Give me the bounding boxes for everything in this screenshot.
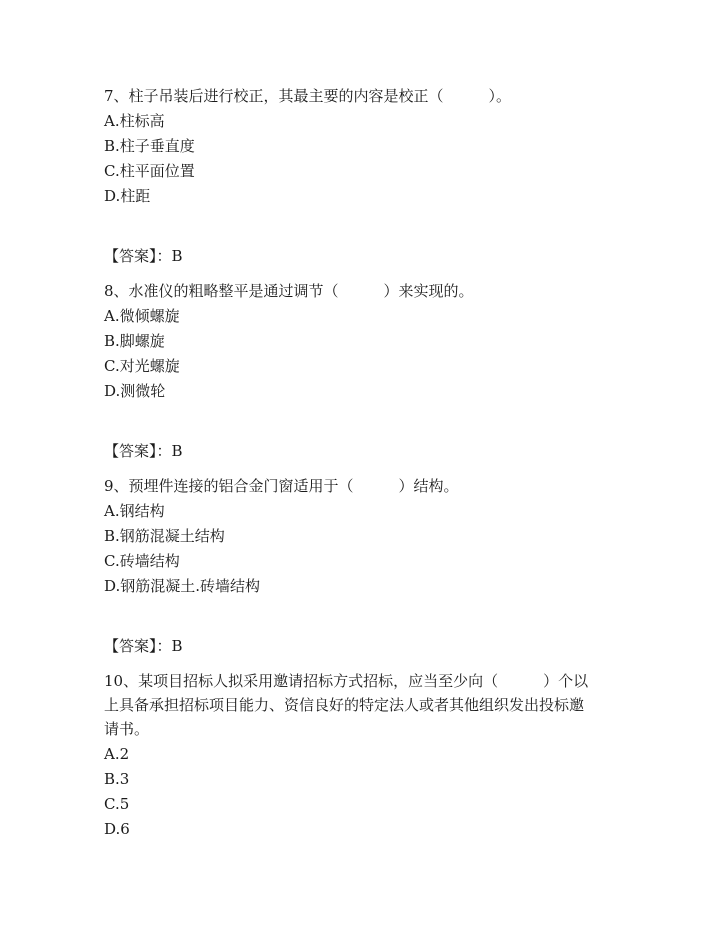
question-stem: 7、柱子吊装后进行校正，其最主要的内容是校正（ ）。 [104, 87, 512, 105]
option-c: C.对光螺旋 [104, 357, 180, 375]
option-b: B.3 [104, 770, 130, 788]
option-c: C.砖墙结构 [104, 552, 180, 570]
option-a: A.柱标高 [104, 112, 165, 130]
option-a: A.钢结构 [104, 502, 165, 520]
question-7 [104, 84, 624, 279]
question-stem: 10、某项目招标人拟采用邀请招标方式招标，应当至少向（ ）个以上具备承担招标项目能力、资信良好的特定法人或者其他组织发出投标邀请书。 [104, 672, 589, 738]
answer-line: 【答案】：B [104, 637, 183, 655]
document-page [104, 84, 624, 841]
option-a: A.微倾螺旋 [104, 307, 180, 325]
answer-line: 【答案】：B [104, 247, 183, 265]
question-8 [104, 279, 624, 474]
option-a: A.2 [104, 745, 130, 763]
question-9 [104, 474, 624, 669]
question-stem: 8、水准仪的粗略整平是通过调节（ ）来实现的。 [104, 282, 474, 300]
option-c: C.5 [104, 795, 130, 813]
option-d: D.柱距 [104, 187, 151, 205]
answer-line: 【答案】：B [104, 442, 183, 460]
option-b: B.脚螺旋 [104, 332, 165, 350]
option-b: B.钢筋混凝土结构 [104, 527, 225, 545]
question-10 [104, 669, 624, 841]
option-b: B.柱子垂直度 [104, 137, 195, 155]
option-d: D.钢筋混凝土.砖墙结构 [104, 577, 261, 595]
option-d: D.测微轮 [104, 382, 166, 400]
question-stem: 9、预埋件连接的铝合金门窗适用于（ ）结构。 [104, 477, 459, 495]
option-c: C.柱平面位置 [104, 162, 195, 180]
option-d: D.6 [104, 820, 130, 838]
